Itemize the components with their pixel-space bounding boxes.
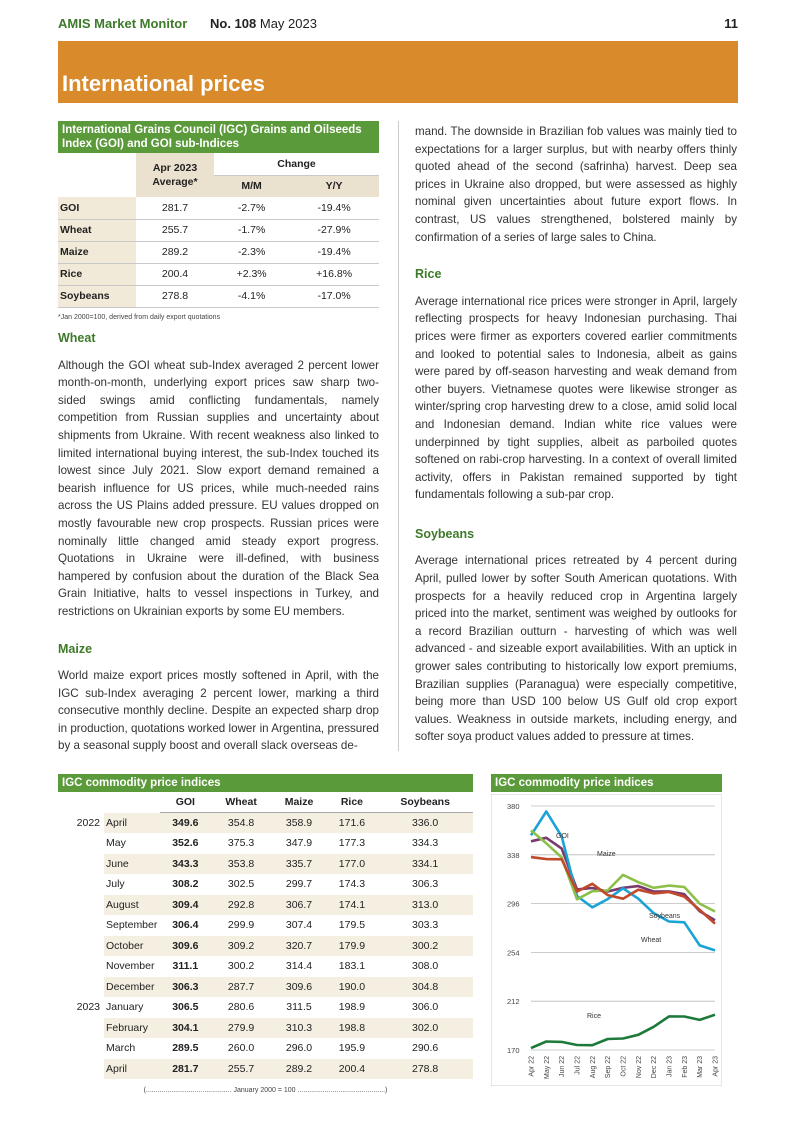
table-row [58, 1018, 473, 1039]
cell: -19.4% [289, 197, 379, 219]
soybeans-heading: Soybeans [415, 526, 475, 541]
goi-table [58, 153, 379, 308]
value-cell: 292.8 [211, 895, 272, 916]
table-row [58, 854, 473, 875]
price-chart-svg [491, 794, 722, 1086]
value-cell: 198.9 [338, 1001, 366, 1014]
chart-frame [491, 794, 722, 1086]
table-row [58, 263, 379, 285]
commodity-table-note: (............................................ January 2000 = 100 .............................................) [143, 1087, 388, 1094]
value-cell: 335.7 [271, 854, 326, 875]
table-row [58, 936, 473, 957]
y-tick-label: 254 [507, 948, 520, 958]
cell: -2.7% [214, 197, 289, 219]
series-label: Wheat [641, 937, 662, 944]
value-cell: 306.0 [411, 1001, 439, 1014]
chart-title: IGC commodity price indices [491, 774, 722, 792]
value-cell: 303.3 [411, 919, 439, 932]
month-cell: October [104, 936, 160, 957]
month-cell: July [106, 878, 125, 891]
value-cell: 179.5 [338, 919, 366, 932]
cell: 289.2 [136, 241, 214, 263]
table-row [58, 1038, 473, 1059]
month-cell: November [106, 960, 155, 973]
wheat-heading: Wheat [58, 331, 96, 345]
month-cell: April [104, 1059, 160, 1080]
value-cell: 306.5 [172, 1001, 199, 1014]
value-cell: 299.9 [227, 919, 255, 932]
month-cell: March [106, 1042, 136, 1055]
x-tick-label: Aug 22 [589, 1056, 597, 1079]
series-label: Maize [597, 851, 616, 858]
table-row [58, 285, 379, 307]
value-cell: 280.6 [227, 1001, 255, 1014]
section-title: International prices [62, 71, 265, 96]
y-tick-label: 338 [507, 850, 520, 860]
cell: 281.7 [136, 197, 214, 219]
year-cell: 2022 [76, 816, 100, 829]
value-cell: 314.4 [285, 960, 313, 973]
cell: +16.8% [289, 263, 379, 285]
maize-paragraph-continued: mand. The downside in Brazilian fob values was mainly tied to expectations for a larger surplus, but with nearby offers thinly quoted ahead of the second (safrinha) harvest. Deep sea prices in Ukraine also dropped, but were assessed as highly nominal given uncertainties about future export flows. In contrast, US values strengthened, bolstered mainly by confirmation of a series of large sales to China. [415, 125, 737, 244]
x-tick-label: Mar 23 [697, 1056, 705, 1078]
goi-table-title: International Grains Council (IGC) Grains and Oilseeds Index (GOI) and GOI sub-Indices [58, 121, 379, 153]
cell: -4.1% [214, 285, 289, 307]
y-tick-label: 380 [507, 802, 520, 811]
month-cell: April [104, 813, 160, 834]
row-label: Maize [58, 241, 136, 263]
issue-info [210, 16, 317, 31]
table-row [58, 874, 473, 895]
value-cell: 353.8 [211, 854, 272, 875]
value-cell: 347.9 [285, 837, 313, 850]
value-cell: 304.1 [160, 1018, 211, 1039]
column-divider [398, 121, 399, 751]
value-cell: 302.5 [227, 878, 255, 891]
year-cell [58, 1038, 104, 1059]
value-cell: 352.6 [172, 837, 199, 850]
month-cell: August [104, 895, 160, 916]
page-header [58, 16, 738, 36]
value-cell: 260.0 [227, 1042, 255, 1055]
issue-number: No. 108 [210, 16, 257, 31]
cell: 200.4 [136, 263, 214, 285]
goi-col-average: Apr 2023 Average* [136, 153, 214, 197]
value-cell: 313.0 [377, 895, 473, 916]
row-label: GOI [58, 197, 136, 219]
rice-paragraph: Average international rice prices were stronger in April, largely reflecting prospects for heavy Indonesian purchasing. Thai prices were firmer as exporters covered earlier commitments and looked to potential sales to Indonesia, albeit as gains were pared by off-season harvesting and weak demand from other buyers. Vietnamese quotes were likewise stronger as winter/spring crop harvesting drew to a close, amid solid local and Indonesian demand. Indian white rice values were underpinned by tight supplies, albeit as parboiled quotes softened on rabi-crop harvesting. In a context of overall limited activity, offers in Pakistan remained supported by tight fundamentals following a sub-par crop. [415, 294, 737, 502]
value-cell: 289.5 [172, 1042, 199, 1055]
commodity-table-body [58, 813, 473, 1080]
value-cell: 343.3 [160, 854, 211, 875]
year-cell [58, 956, 104, 977]
table-row [58, 197, 379, 219]
value-cell: 300.2 [227, 960, 255, 973]
month-cell: May [106, 837, 126, 850]
soybeans-paragraph: Average international prices retreated by 4 percent during April, pulled lower by softer South American quotations. With prospects for a heavily reduced crop in Argentina largely priced into the market, sentiment was weighed by outlooks for a record Brazilian outturn - harvesting of which was well advanced - and sizeable export availabilities. With an uptick in grower sales contributing to historically low export premiums, Brazilian supplies (Paranagua) were especially competitive, being more than USD 100 below US Gulf old crop export values. Weakness in outside markets, including energy, and softer soya product values added to pressure at times. [415, 554, 737, 744]
month-cell: June [104, 854, 160, 875]
value-cell: 310.3 [271, 1018, 326, 1039]
value-cell: 177.0 [327, 854, 378, 875]
value-cell: 255.7 [211, 1059, 272, 1080]
col-header: Rice [327, 792, 378, 813]
value-cell: 279.9 [211, 1018, 272, 1039]
value-cell: 183.1 [338, 960, 366, 973]
year-cell [58, 977, 104, 998]
year-cell [58, 854, 104, 875]
cell: 278.8 [136, 285, 214, 307]
rice-heading: Rice [415, 267, 442, 282]
x-tick-label: Apr 23 [712, 1056, 720, 1077]
x-tick-label: Feb 23 [681, 1056, 689, 1078]
value-cell: 195.9 [338, 1042, 366, 1055]
value-cell: 309.2 [211, 936, 272, 957]
value-cell: 300.2 [377, 936, 473, 957]
cell: -19.4% [289, 241, 379, 263]
value-cell: 309.6 [271, 977, 326, 998]
value-cell: 336.0 [377, 813, 473, 834]
value-cell: 179.9 [327, 936, 378, 957]
x-tick-label: Jun 22 [559, 1056, 567, 1078]
value-cell: 290.6 [411, 1042, 439, 1055]
value-cell: 304.8 [377, 977, 473, 998]
month-cell: September [106, 919, 158, 932]
value-cell: 349.6 [160, 813, 211, 834]
value-cell: 308.0 [411, 960, 439, 973]
row-label: Rice [58, 263, 136, 285]
goi-table-note: *Jan 2000=100, derived from daily export quotations [58, 313, 221, 321]
table-row [58, 997, 473, 1018]
goi-table-block [58, 121, 379, 321]
value-cell: 302.0 [377, 1018, 473, 1039]
cell: -2.3% [214, 241, 289, 263]
cell: -27.9% [289, 219, 379, 241]
value-cell: 287.7 [211, 977, 272, 998]
table-row [58, 895, 473, 916]
cell: -1.7% [214, 219, 289, 241]
month-cell: December [104, 977, 160, 998]
x-tick-label: Jul 22 [574, 1056, 582, 1075]
value-cell: 281.7 [160, 1059, 211, 1080]
table-row [58, 1059, 473, 1080]
value-cell: 177.3 [338, 837, 366, 850]
x-tick-label: Oct 22 [620, 1056, 628, 1077]
row-label: Soybeans [58, 285, 136, 307]
x-tick-label: Nov 22 [635, 1056, 643, 1079]
value-cell: 171.6 [327, 813, 378, 834]
table-row [58, 241, 379, 263]
value-cell: 354.8 [211, 813, 272, 834]
value-cell: 198.8 [327, 1018, 378, 1039]
value-cell: 306.4 [172, 919, 199, 932]
table-row [58, 813, 473, 834]
value-cell: 311.1 [172, 960, 199, 973]
left-column [58, 330, 379, 755]
value-cell: 309.6 [160, 936, 211, 957]
value-cell: 200.4 [327, 1059, 378, 1080]
section-banner [58, 41, 738, 103]
table-row [58, 833, 473, 854]
x-tick-label: Apr 22 [528, 1056, 536, 1077]
brand-name: AMIS Market Monitor [58, 16, 188, 31]
value-cell: 309.4 [160, 895, 211, 916]
maize-paragraph: World maize export prices mostly softened in April, with the IGC sub-Index averaging 2 percent lower, marking a third consecutive monthly decline. Despite an expected sharp drop in production, quotations worked lower in Argentina, pressured by a seasonal supply boost and overall slack overseas de- [58, 669, 379, 753]
goi-col-change: Change [214, 153, 379, 175]
value-cell: 289.2 [271, 1059, 326, 1080]
value-cell: 308.2 [172, 878, 199, 891]
maize-heading: Maize [58, 641, 93, 656]
value-cell: 278.8 [377, 1059, 473, 1080]
value-cell: 306.3 [411, 878, 439, 891]
value-cell: 358.9 [271, 813, 326, 834]
year-cell [58, 1059, 104, 1080]
col-header: Maize [271, 792, 326, 813]
cell: -17.0% [289, 285, 379, 307]
value-cell: 174.3 [338, 878, 366, 891]
value-cell: 375.3 [227, 837, 255, 850]
value-cell: 334.3 [411, 837, 439, 850]
col-header: Soybeans [377, 792, 473, 813]
table-row [58, 956, 473, 977]
table-row [58, 915, 473, 936]
page-number: 11 [724, 16, 738, 31]
value-cell: 320.7 [271, 936, 326, 957]
year-cell: 2023 [76, 1001, 100, 1014]
cell: 255.7 [136, 219, 214, 241]
value-cell: 311.5 [286, 1001, 312, 1014]
series-label: GOI [556, 833, 569, 840]
x-tick-label: May 22 [543, 1056, 551, 1079]
commodity-table-title: IGC commodity price indices [58, 774, 473, 792]
goi-col-yy: Y/Y [289, 175, 379, 197]
row-label: Wheat [58, 219, 136, 241]
y-tick-label: 296 [507, 899, 520, 909]
y-tick-label: 212 [507, 997, 520, 1007]
table-row [58, 219, 379, 241]
value-cell: 190.0 [327, 977, 378, 998]
value-cell: 334.1 [377, 854, 473, 875]
right-column [415, 123, 737, 746]
commodity-table-block [58, 774, 473, 1094]
month-cell: February [104, 1018, 160, 1039]
price-chart [491, 774, 722, 1086]
x-tick-label: Dec 22 [651, 1056, 659, 1079]
table-row [58, 977, 473, 998]
value-cell: 299.7 [285, 878, 313, 891]
wheat-paragraph: Although the GOI wheat sub-Index averaged 2 percent lower month-on-month, underlying export prices saw sharp two-sided swings amid conflicting fundamentals, namely competition from Russian supplies and uncertainty about shipments from Ukraine. With recent weakness also linked to limited international buying interest, the sub-Index touched its lowest since July 2021. Slow export demand remained a bearish influence for US prices, while much-needed rains across the US Plains added pressure. EU values dropped on mostly favourable new crop prospects. Russian prices were nominally little changed amid steady export progress. Quotations in Ukraine were ill-defined, with business hampered by confusion about the duration of the Black Sea Grain Initiative, halts to vessel inspections in Turkey, and restrictions on Ukrainian exports by some EU members. [58, 358, 379, 618]
month-cell: January [106, 1001, 144, 1014]
col-header: GOI [160, 792, 211, 813]
commodity-table [58, 792, 473, 1079]
series-label: Rice [587, 1013, 602, 1020]
value-cell: 306.3 [160, 977, 211, 998]
year-cell [58, 915, 104, 936]
year-cell [58, 895, 104, 916]
value-cell: 307.4 [285, 919, 313, 932]
col-header: Wheat [211, 792, 272, 813]
year-cell [58, 833, 104, 854]
value-cell: 306.7 [271, 895, 326, 916]
year-cell [58, 1018, 104, 1039]
y-tick-label: 170 [507, 1046, 520, 1055]
series-label: Soybeans [649, 913, 681, 920]
x-tick-label: Sep 22 [605, 1056, 613, 1079]
cell: +2.3% [214, 263, 289, 285]
goi-col-mm: M/M [214, 175, 289, 197]
issue-date: May 2023 [259, 16, 317, 31]
year-cell [58, 936, 104, 957]
value-cell: 296.0 [285, 1042, 313, 1055]
x-tick-label: Jan 23 [666, 1056, 674, 1078]
year-cell [58, 874, 104, 895]
value-cell: 174.1 [327, 895, 378, 916]
